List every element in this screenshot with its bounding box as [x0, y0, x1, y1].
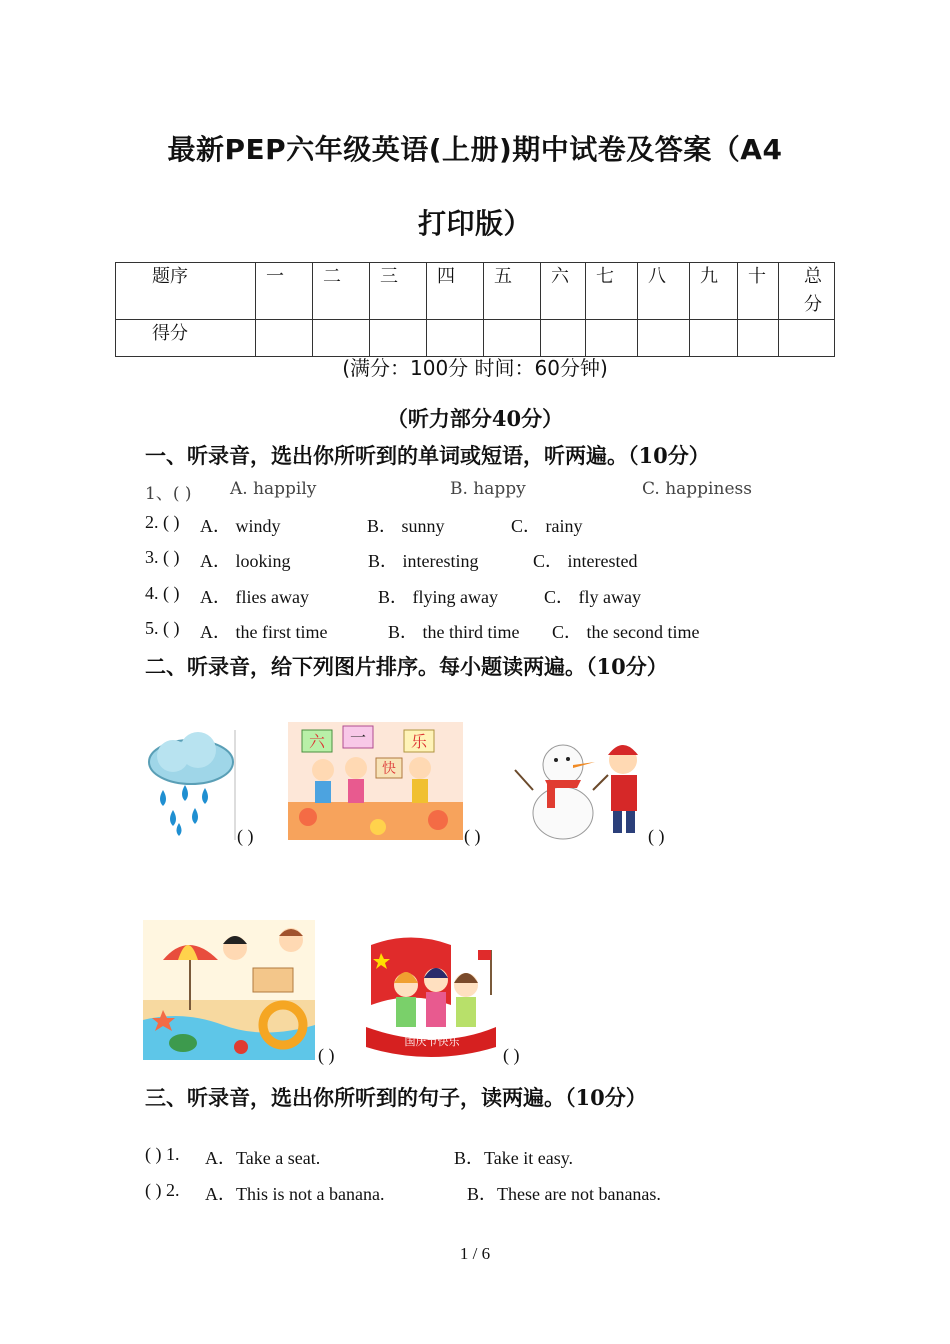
s3-q2-option-a: A．This is not a banana.	[205, 1184, 385, 1204]
score-header-cell: 九	[690, 263, 738, 320]
q3-option-c: C． interested	[533, 551, 638, 571]
score-header-cell: 四	[427, 263, 484, 320]
score-cell[interactable]	[690, 320, 738, 357]
score-header-cell: 五	[484, 263, 541, 320]
q1-number: 1、( )	[145, 484, 192, 504]
page-title-line2: 打印版）	[417, 207, 532, 240]
score-cell[interactable]	[541, 320, 586, 357]
answer-blank-4[interactable]: ( )	[318, 1045, 335, 1065]
q1-option-c: C. happiness	[642, 479, 752, 499]
score-table-header-row	[116, 263, 835, 320]
score-header-cell: 二	[313, 263, 370, 320]
q2-number: 2. ( )	[145, 512, 180, 532]
page-title-line1: 最新PEP六年级英语(上册)期中试卷及答案（A4	[167, 133, 783, 166]
q3-number: 3. ( )	[145, 547, 180, 567]
answer-blank-2[interactable]: ( )	[464, 826, 481, 846]
q1-option-a: A. happily	[230, 479, 317, 499]
q4-number: 4. ( )	[145, 583, 180, 603]
s3-q2-option-b: B．These are not bananas.	[467, 1184, 661, 1204]
score-cell[interactable]	[370, 320, 427, 357]
score-cell[interactable]	[738, 320, 779, 357]
score-row-label: 得分	[116, 320, 256, 357]
sign-char-3: 快	[382, 762, 396, 777]
s3-q1-option-b: B．Take it easy.	[454, 1148, 574, 1168]
section3-heading: 三、听录音，选出你所听到的句子，读两遍。（10分）	[145, 1085, 647, 1110]
score-table-score-row	[116, 320, 835, 357]
childrens-day-image	[288, 722, 463, 840]
score-header-cell: 七	[586, 263, 638, 320]
q3-option-a: A． looking	[200, 551, 291, 571]
score-cell[interactable]	[313, 320, 370, 357]
q4-option-c: C． fly away	[544, 587, 641, 607]
answer-blank-5[interactable]: ( )	[503, 1045, 520, 1065]
q2-option-a: A． windy	[200, 516, 281, 536]
s3-q1-number: ( ) 1.	[145, 1144, 180, 1164]
section1-heading: 一、听录音，选出你所听到的单词或短语，听两遍。（10分）	[145, 443, 710, 468]
s3-q2-number: ( ) 2.	[145, 1180, 180, 1200]
q5-number: 5. ( )	[145, 618, 180, 638]
answer-blank-1[interactable]: ( )	[237, 826, 254, 846]
q1-option-b: B. happy	[450, 479, 526, 499]
score-header-cell: 三	[370, 263, 427, 320]
score-cell[interactable]	[256, 320, 313, 357]
q5-option-b: B． the third time	[388, 622, 520, 642]
q2-option-b: B． sunny	[367, 516, 445, 536]
score-header-cell: 一	[256, 263, 313, 320]
score-cell[interactable]	[427, 320, 484, 357]
q5-option-a: A． the first time	[200, 622, 328, 642]
score-header-cell: 八	[638, 263, 690, 320]
answer-blank-3[interactable]: ( )	[648, 826, 665, 846]
sign-char-2: 一	[349, 730, 367, 747]
rain-cloud-image	[143, 730, 238, 840]
score-cell[interactable]	[638, 320, 690, 357]
score-cell[interactable]	[484, 320, 541, 357]
sign-char-1: 六	[308, 734, 326, 751]
national-day-image	[366, 935, 504, 1060]
snowman-image	[513, 735, 648, 840]
listening-section-label: （听力部分40分）	[386, 406, 564, 431]
score-header-cell: 十	[738, 263, 779, 320]
national-day-banner-text: 国庆节快乐	[404, 1036, 460, 1048]
s3-q1-option-a: A．Take a seat.	[205, 1148, 321, 1168]
page-number: 1 / 6	[459, 1244, 491, 1263]
q3-option-b: B． interesting	[368, 551, 479, 571]
q5-option-c: C． the second time	[552, 622, 700, 642]
sign-char-4: 乐	[410, 734, 428, 751]
exam-info: (满分：100分 时间：60分钟)	[342, 356, 608, 380]
q4-option-a: A． flies away	[200, 587, 309, 607]
q2-option-c: C． rainy	[511, 516, 583, 536]
beach-image	[143, 920, 315, 1060]
section2-heading: 二、听录音，给下列图片排序。每小题读两遍。（10分）	[145, 654, 668, 679]
score-header-cell: 六	[541, 263, 586, 320]
score-table	[115, 262, 835, 357]
score-header-cell: 总分	[779, 263, 835, 320]
score-header-cell: 题序	[116, 263, 256, 320]
q4-option-b: B． flying away	[378, 587, 498, 607]
score-cell[interactable]	[779, 320, 835, 357]
score-cell[interactable]	[586, 320, 638, 357]
